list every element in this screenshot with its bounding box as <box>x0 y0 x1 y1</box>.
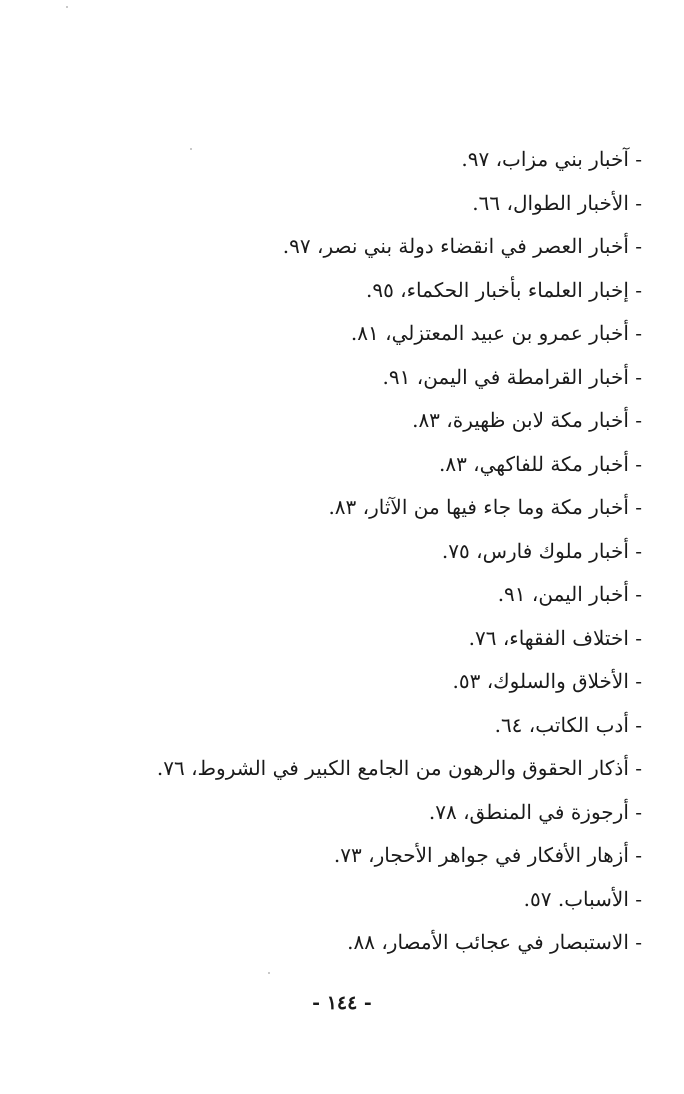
index-entry: - إخبار العلماء بأخبار الحكماء، ٩٥. <box>365 277 642 302</box>
index-entry: - أخبار مكة وما جاء فيها من الآثار، ٨٣. <box>328 495 642 519</box>
index-entry: - الاستبصار في عجائب الأمصار، ٨٨. <box>347 930 642 954</box>
index-entry: - أخبار ملوك فارس، ٧٥. <box>441 538 642 563</box>
scan-speck <box>66 6 68 8</box>
index-entry: - أدب الكاتب، ٦٤. <box>494 712 642 737</box>
index-entry: - أخبار عمرو بن عبيد المعتزلي، ٨١. <box>350 321 642 345</box>
index-entry: - الأخبار الطوال، ٦٦. <box>472 190 642 215</box>
page-number: - ١٤٤ - <box>312 992 372 1014</box>
index-entry: - أرجوزة في المنطق، ٧٨. <box>428 799 642 824</box>
index-entry: - أزهار الأفكار في جواهر الأحجار، ٧٣. <box>333 843 642 867</box>
index-entry: - أخبار القرامطة في اليمن، ٩١. <box>382 364 642 389</box>
index-entry: - الأخلاق والسلوك، ٥٣. <box>452 669 642 693</box>
index-entry-list <box>42 138 642 965</box>
index-entry: - آخبار بني مزاب، ٩٧. <box>461 147 642 171</box>
index-entry: - أخبار مكة لابن ظهيرة، ٨٣. <box>412 408 642 432</box>
scan-speck <box>268 972 270 974</box>
index-entry: - أخبار مكة للفاكهي، ٨٣. <box>438 451 642 476</box>
index-entry: - أخبار اليمن، ٩١. <box>497 582 642 606</box>
index-entry: - الأسباب. ٥٧. <box>523 886 642 911</box>
index-entry: - أخبار العصر في انقضاء دولة بني نصر، ٩٧. <box>282 234 642 258</box>
index-entry: - أذكار الحقوق والرهون من الجامع الكبير في الشروط، ٧٦. <box>156 756 642 780</box>
index-entry: - اختلاف الفقهاء، ٧٦. <box>468 625 642 650</box>
